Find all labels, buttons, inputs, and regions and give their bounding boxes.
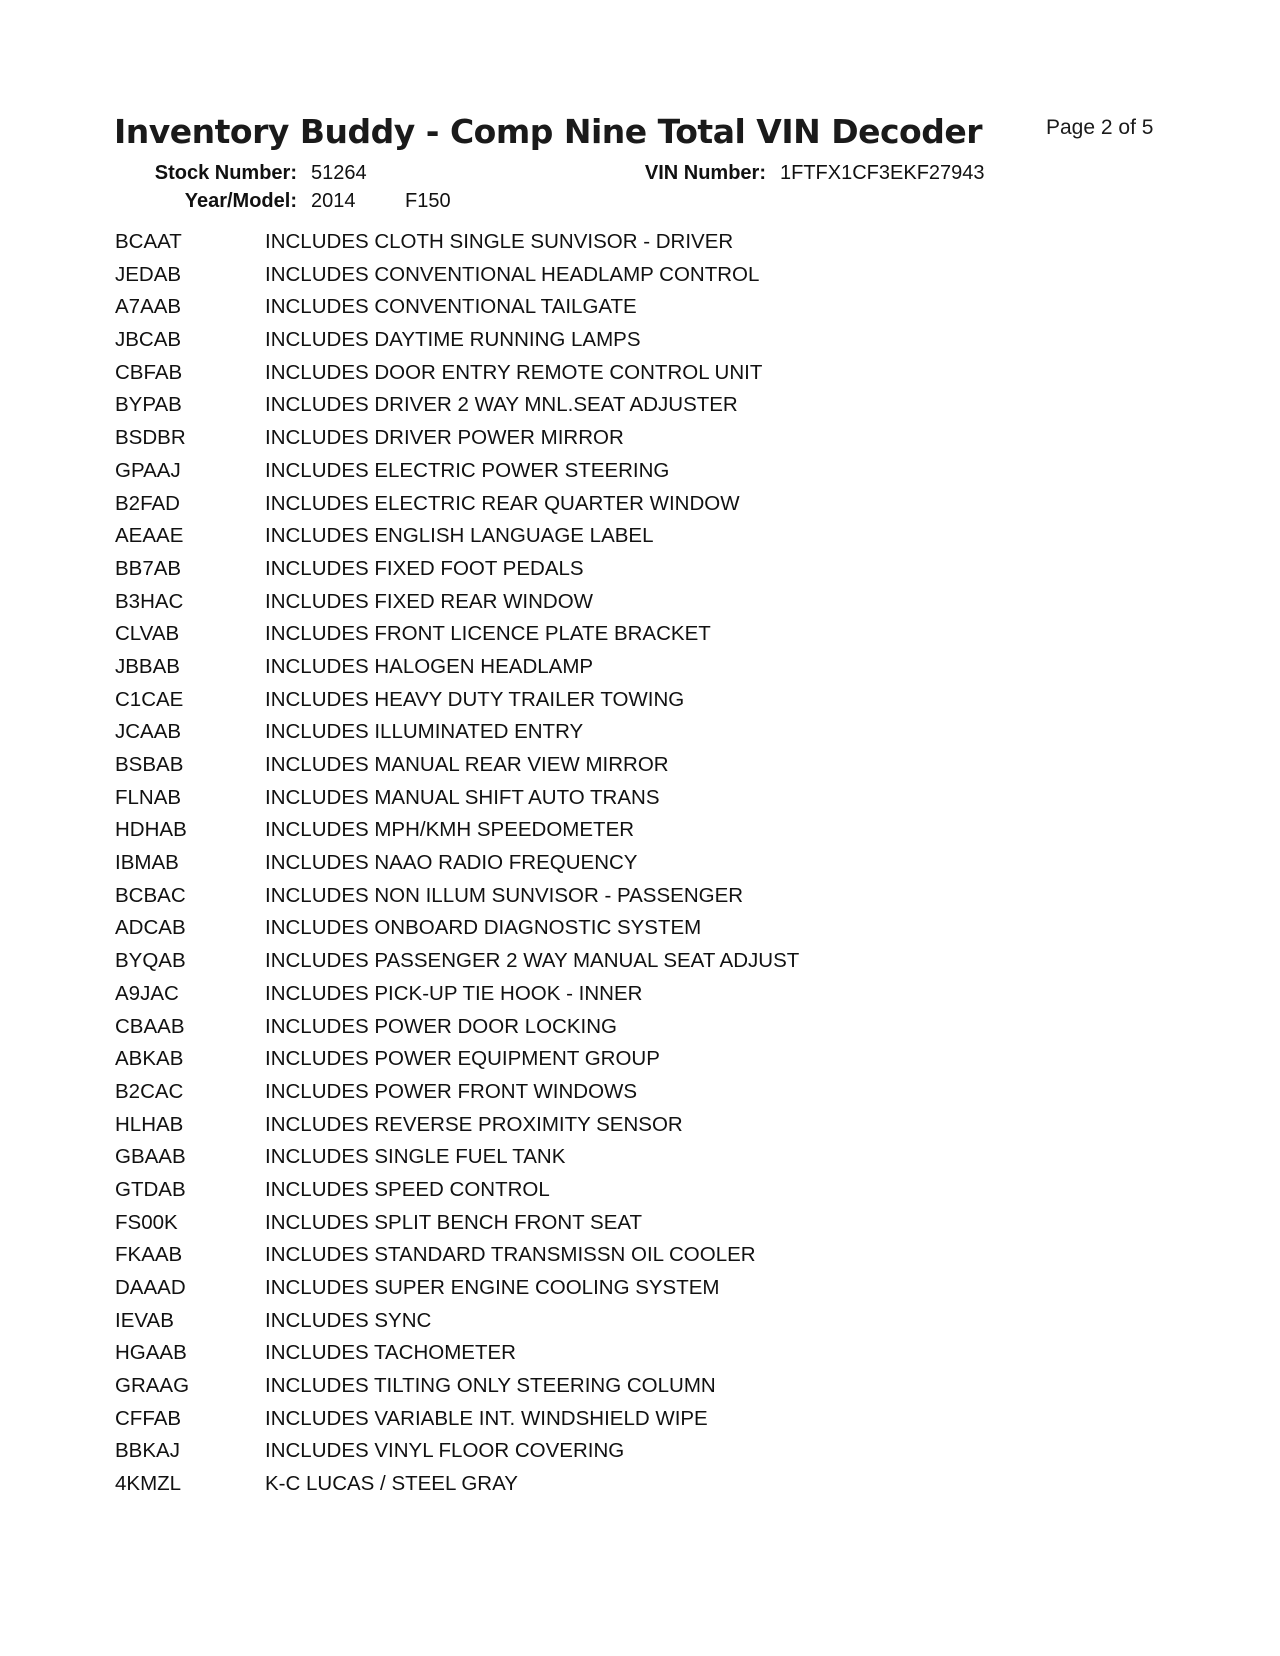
option-code: IEVAB [115,1308,174,1332]
option-description: INCLUDES POWER DOOR LOCKING [265,1014,617,1038]
option-code: JBCAB [115,328,182,352]
option-description: INCLUDES POWER FRONT WINDOWS [265,1079,638,1103]
option-code: B2FAD [115,491,180,515]
option-code: BSBAB [115,753,184,776]
option-description: INCLUDES HEAVY DUTY TRAILER TOWING [265,687,685,711]
option-description: INCLUDES REVERSE PROXIMITY SENSOR [265,1112,683,1136]
year-model-label: Year/Model: [184,190,297,212]
option-description: INCLUDES MPH/KMH SPEEDOMETER [265,818,635,842]
option-description: INCLUDES VINYL FLOOR COVERING [265,1439,625,1463]
option-code: HGAAB [115,1341,187,1365]
option-description: INCLUDES FIXED REAR WINDOW [265,589,594,613]
option-row [115,1145,799,1178]
option-description: INCLUDES NAAO RADIO FREQUENCY [265,851,638,875]
page-title: Inventory Buddy - Comp Nine Total VIN Decoder [114,112,982,151]
option-row [115,1080,799,1113]
option-code: BB7AB [115,556,182,580]
option-description: INCLUDES ONBOARD DIAGNOSTIC SYSTEM [265,916,702,940]
option-row [115,557,799,590]
option-row [115,1178,799,1211]
option-code: BCBAC [115,883,186,907]
option-code: CBFAB [115,360,183,384]
option-description: INCLUDES CONVENTIONAL TAILGATE [265,295,637,319]
option-code: B2CAC [115,1079,184,1103]
option-row [115,492,799,525]
option-description: INCLUDES ENGLISH LANGUAGE LABEL [265,524,654,548]
option-description: INCLUDES ELECTRIC POWER STEERING [265,458,670,482]
option-code: GTDAB [115,1177,186,1201]
option-row [115,1472,799,1505]
option-code: A7AAB [115,295,182,319]
option-row [115,426,799,459]
option-description: INCLUDES ELECTRIC REAR QUARTER WINDOW [265,491,740,515]
option-code: ADCAB [115,916,186,940]
option-row [115,949,799,982]
option-description: INCLUDES MANUAL SHIFT AUTO TRANS [265,785,660,809]
option-row [115,655,799,688]
option-row [115,622,799,655]
option-row [115,1374,799,1407]
option-code: BYPAB [115,393,182,417]
stock-number-label: Stock Number: [154,162,297,184]
option-code: FS00K [115,1210,178,1234]
option-description: INCLUDES POWER EQUIPMENT GROUP [265,1047,660,1071]
option-code: GRAAG [115,1374,190,1398]
vin-number-value: 1FTFX1CF3EKF27943 [780,162,985,184]
option-description: INCLUDES CLOTH SINGLE SUNVISOR - DRIVER [265,230,734,253]
option-description: INCLUDES DRIVER POWER MIRROR [265,426,624,450]
option-description: INCLUDES PASSENGER 2 WAY MANUAL SEAT ADJUST [265,949,800,973]
option-description: INCLUDES DAYTIME RUNNING LAMPS [265,328,641,352]
option-description: INCLUDES SINGLE FUEL TANK [265,1145,566,1169]
option-row [115,1276,799,1309]
option-code: C1CAE [115,687,184,711]
option-code: BSDBR [115,426,186,450]
option-code: B3HAC [115,589,184,613]
option-row [115,459,799,492]
option-code: JEDAB [115,262,182,286]
option-description: INCLUDES TACHOMETER [265,1341,516,1365]
option-row [115,884,799,917]
option-code: DAAAD [115,1276,186,1299]
option-row [115,1211,799,1244]
option-row [115,328,799,361]
option-row [115,295,799,328]
page-number: Page 2 of 5 [1046,116,1154,139]
option-code: CLVAB [115,622,180,646]
option-code: FLNAB [115,785,182,809]
option-code: HDHAB [115,818,187,842]
option-description: INCLUDES SPEED CONTROL [265,1177,550,1201]
option-description: INCLUDES SYNC [265,1308,432,1332]
option-description: INCLUDES DRIVER 2 WAY MNL.SEAT ADJUSTER [265,393,738,417]
option-row [115,1407,799,1440]
option-row [115,1015,799,1048]
option-code: CBAAB [115,1014,185,1038]
option-description: INCLUDES FIXED FOOT PEDALS [265,556,584,580]
option-code: FKAAB [115,1243,183,1267]
option-description: INCLUDES SUPER ENGINE COOLING SYSTEM [265,1276,720,1299]
option-row [115,1243,799,1276]
option-row [115,590,799,623]
option-row [115,1113,799,1146]
option-code: CFFAB [115,1406,182,1430]
option-row [115,1047,799,1080]
option-description: INCLUDES PICK-UP TIE HOOK - INNER [265,981,643,1005]
option-row [115,1341,799,1374]
option-row [115,393,799,426]
option-row [115,753,799,786]
option-row [115,263,799,296]
option-description: INCLUDES MANUAL REAR VIEW MIRROR [265,753,669,776]
option-code: AEAAE [115,524,184,548]
option-description: INCLUDES DOOR ENTRY REMOTE CONTROL UNIT [265,360,763,384]
option-code: GPAAJ [115,458,181,482]
option-code: GBAAB [115,1145,186,1169]
option-row [115,818,799,851]
option-row [115,361,799,394]
option-code: BYQAB [115,949,186,973]
option-description: K-C LUCAS / STEEL GRAY [265,1472,518,1496]
year-value: 2014 [311,190,356,212]
option-code: BCAAT [115,230,182,253]
vin-number-label: VIN Number: [644,162,766,184]
option-row [115,230,799,263]
option-description: INCLUDES ILLUMINATED ENTRY [265,720,584,744]
option-description: INCLUDES SPLIT BENCH FRONT SEAT [265,1210,643,1234]
stock-number-value: 51264 [311,162,367,184]
option-description: INCLUDES HALOGEN HEADLAMP [265,654,594,678]
option-row [115,851,799,884]
option-row [115,786,799,819]
option-description: INCLUDES CONVENTIONAL HEADLAMP CONTROL [265,262,760,286]
option-row [115,982,799,1015]
option-row [115,1309,799,1342]
option-description: INCLUDES NON ILLUM SUNVISOR - PASSENGER [265,883,744,907]
option-description: INCLUDES TILTING ONLY STEERING COLUMN [265,1374,716,1398]
option-description: INCLUDES FRONT LICENCE PLATE BRACKET [265,622,711,646]
option-code: JBBAB [115,654,180,678]
option-row [115,720,799,753]
model-value: F150 [405,190,451,212]
option-code-list [115,230,799,1505]
option-code: A9JAC [115,981,179,1005]
option-row [115,916,799,949]
option-code: JCAAB [115,720,182,744]
option-code: HLHAB [115,1112,184,1136]
option-description: INCLUDES STANDARD TRANSMISSN OIL COOLER [265,1243,756,1267]
option-row [115,524,799,557]
option-code: ABKAB [115,1047,184,1071]
option-code: BBKAJ [115,1439,180,1463]
option-code: 4KMZL [115,1472,182,1496]
option-description: INCLUDES VARIABLE INT. WINDSHIELD WIPE [265,1406,708,1430]
option-row [115,1439,799,1472]
option-code: IBMAB [115,851,179,875]
option-row [115,688,799,721]
